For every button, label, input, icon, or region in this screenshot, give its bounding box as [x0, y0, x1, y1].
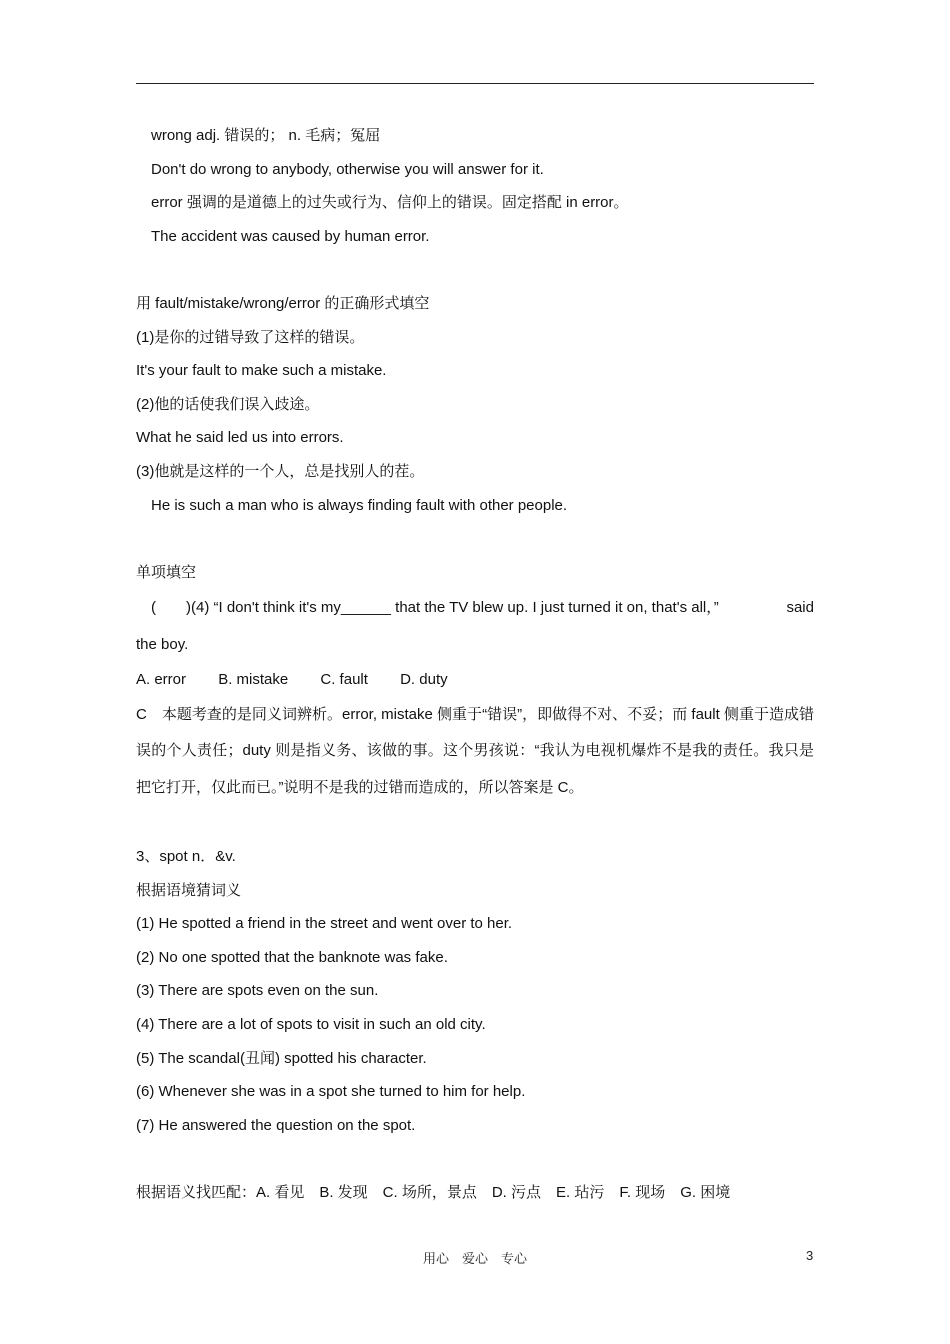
option-d: D. duty	[400, 671, 448, 689]
section-heading: 用 fault/mistake/wrong/error 的正确形式填空	[136, 294, 430, 312]
option-a: A. error	[136, 671, 187, 689]
footer-motto: 用心 爱心 专心	[422, 1251, 527, 1266]
matching-line: 根据语义找匹配：A. 看见 B. 发现 C. 场所，景点 D. 污点 E. 玷污 F. 现场 G. 困境	[136, 1183, 731, 1201]
text-line: error 强调的是道德上的过失或行为、信仰上的错误。固定搭配 in error。	[151, 194, 629, 212]
question-line	[136, 589, 814, 626]
blank-line	[136, 806, 814, 840]
page-number: 3	[806, 1248, 814, 1263]
text-line: The accident was caused by human error.	[151, 227, 430, 245]
exercise-line: What he said led us into errors.	[136, 429, 344, 447]
question-continuation: the boy.	[136, 636, 189, 654]
example-sentence: (5) The scandal(丑闻) spotted his character.	[136, 1049, 427, 1067]
question-tail: said	[786, 599, 814, 617]
exercise-line: He is such a man who is always finding fault with other people.	[151, 496, 568, 514]
exercise-line: It's your fault to make such a mistake.	[136, 362, 387, 380]
answer-explanation: C 本题考查的是同义词辨析。error, mistake 侧重于“错误”，即做得不对、不妥；而 fault 侧重于造成错误的个人责任；duty 则是指义务、该做的事。这个男孩说：“我认为电视机爆炸不是我的责任。我只是把它打开，仅此而已。”说明不是我的过错而造成的，所以答案是 C。	[136, 705, 814, 796]
example-sentence: (3) There are spots even on the sun.	[136, 982, 379, 1000]
example-sentence: (1) He spotted a friend in the street and went over to her.	[136, 915, 513, 933]
answer-options	[136, 663, 814, 697]
exercise-line: (1)是你的过错导致了这样的错误。	[136, 328, 365, 346]
text-line: wrong adj. 错误的； n. 毛病；冤屈	[151, 127, 381, 144]
option-b: B. mistake	[218, 671, 289, 689]
blank-line	[136, 1142, 814, 1176]
header-rule	[136, 83, 814, 84]
example-sentence: (7) He answered the question on the spot.	[136, 1116, 416, 1134]
page-content	[136, 119, 814, 1210]
example-sentence: (6) Whenever she was in a spot she turned to him for help.	[136, 1083, 526, 1101]
blank-line	[136, 522, 814, 556]
example-sentence: (2) No one spotted that the banknote was fake.	[136, 948, 448, 966]
question-text: ( )(4) “I don't think it's my______ that the TV blew up. I just turned it on, that's all，”	[151, 599, 719, 617]
section-heading: 单项填空	[136, 563, 197, 581]
text-line: Don't do wrong to anybody, otherwise you will answer for it.	[151, 160, 544, 178]
blank-line	[136, 253, 814, 287]
section-heading: 3、spot n．&v.	[136, 848, 236, 865]
section-subheading: 根据语境猜词义	[136, 881, 242, 899]
exercise-line: (3)他就是这样的一个人，总是找别人的茬。	[136, 462, 425, 480]
option-c: C. fault	[320, 671, 368, 689]
example-sentence: (4) There are a lot of spots to visit in such an old city.	[136, 1015, 486, 1033]
exercise-line: (2)他的话使我们误入歧途。	[136, 395, 320, 413]
